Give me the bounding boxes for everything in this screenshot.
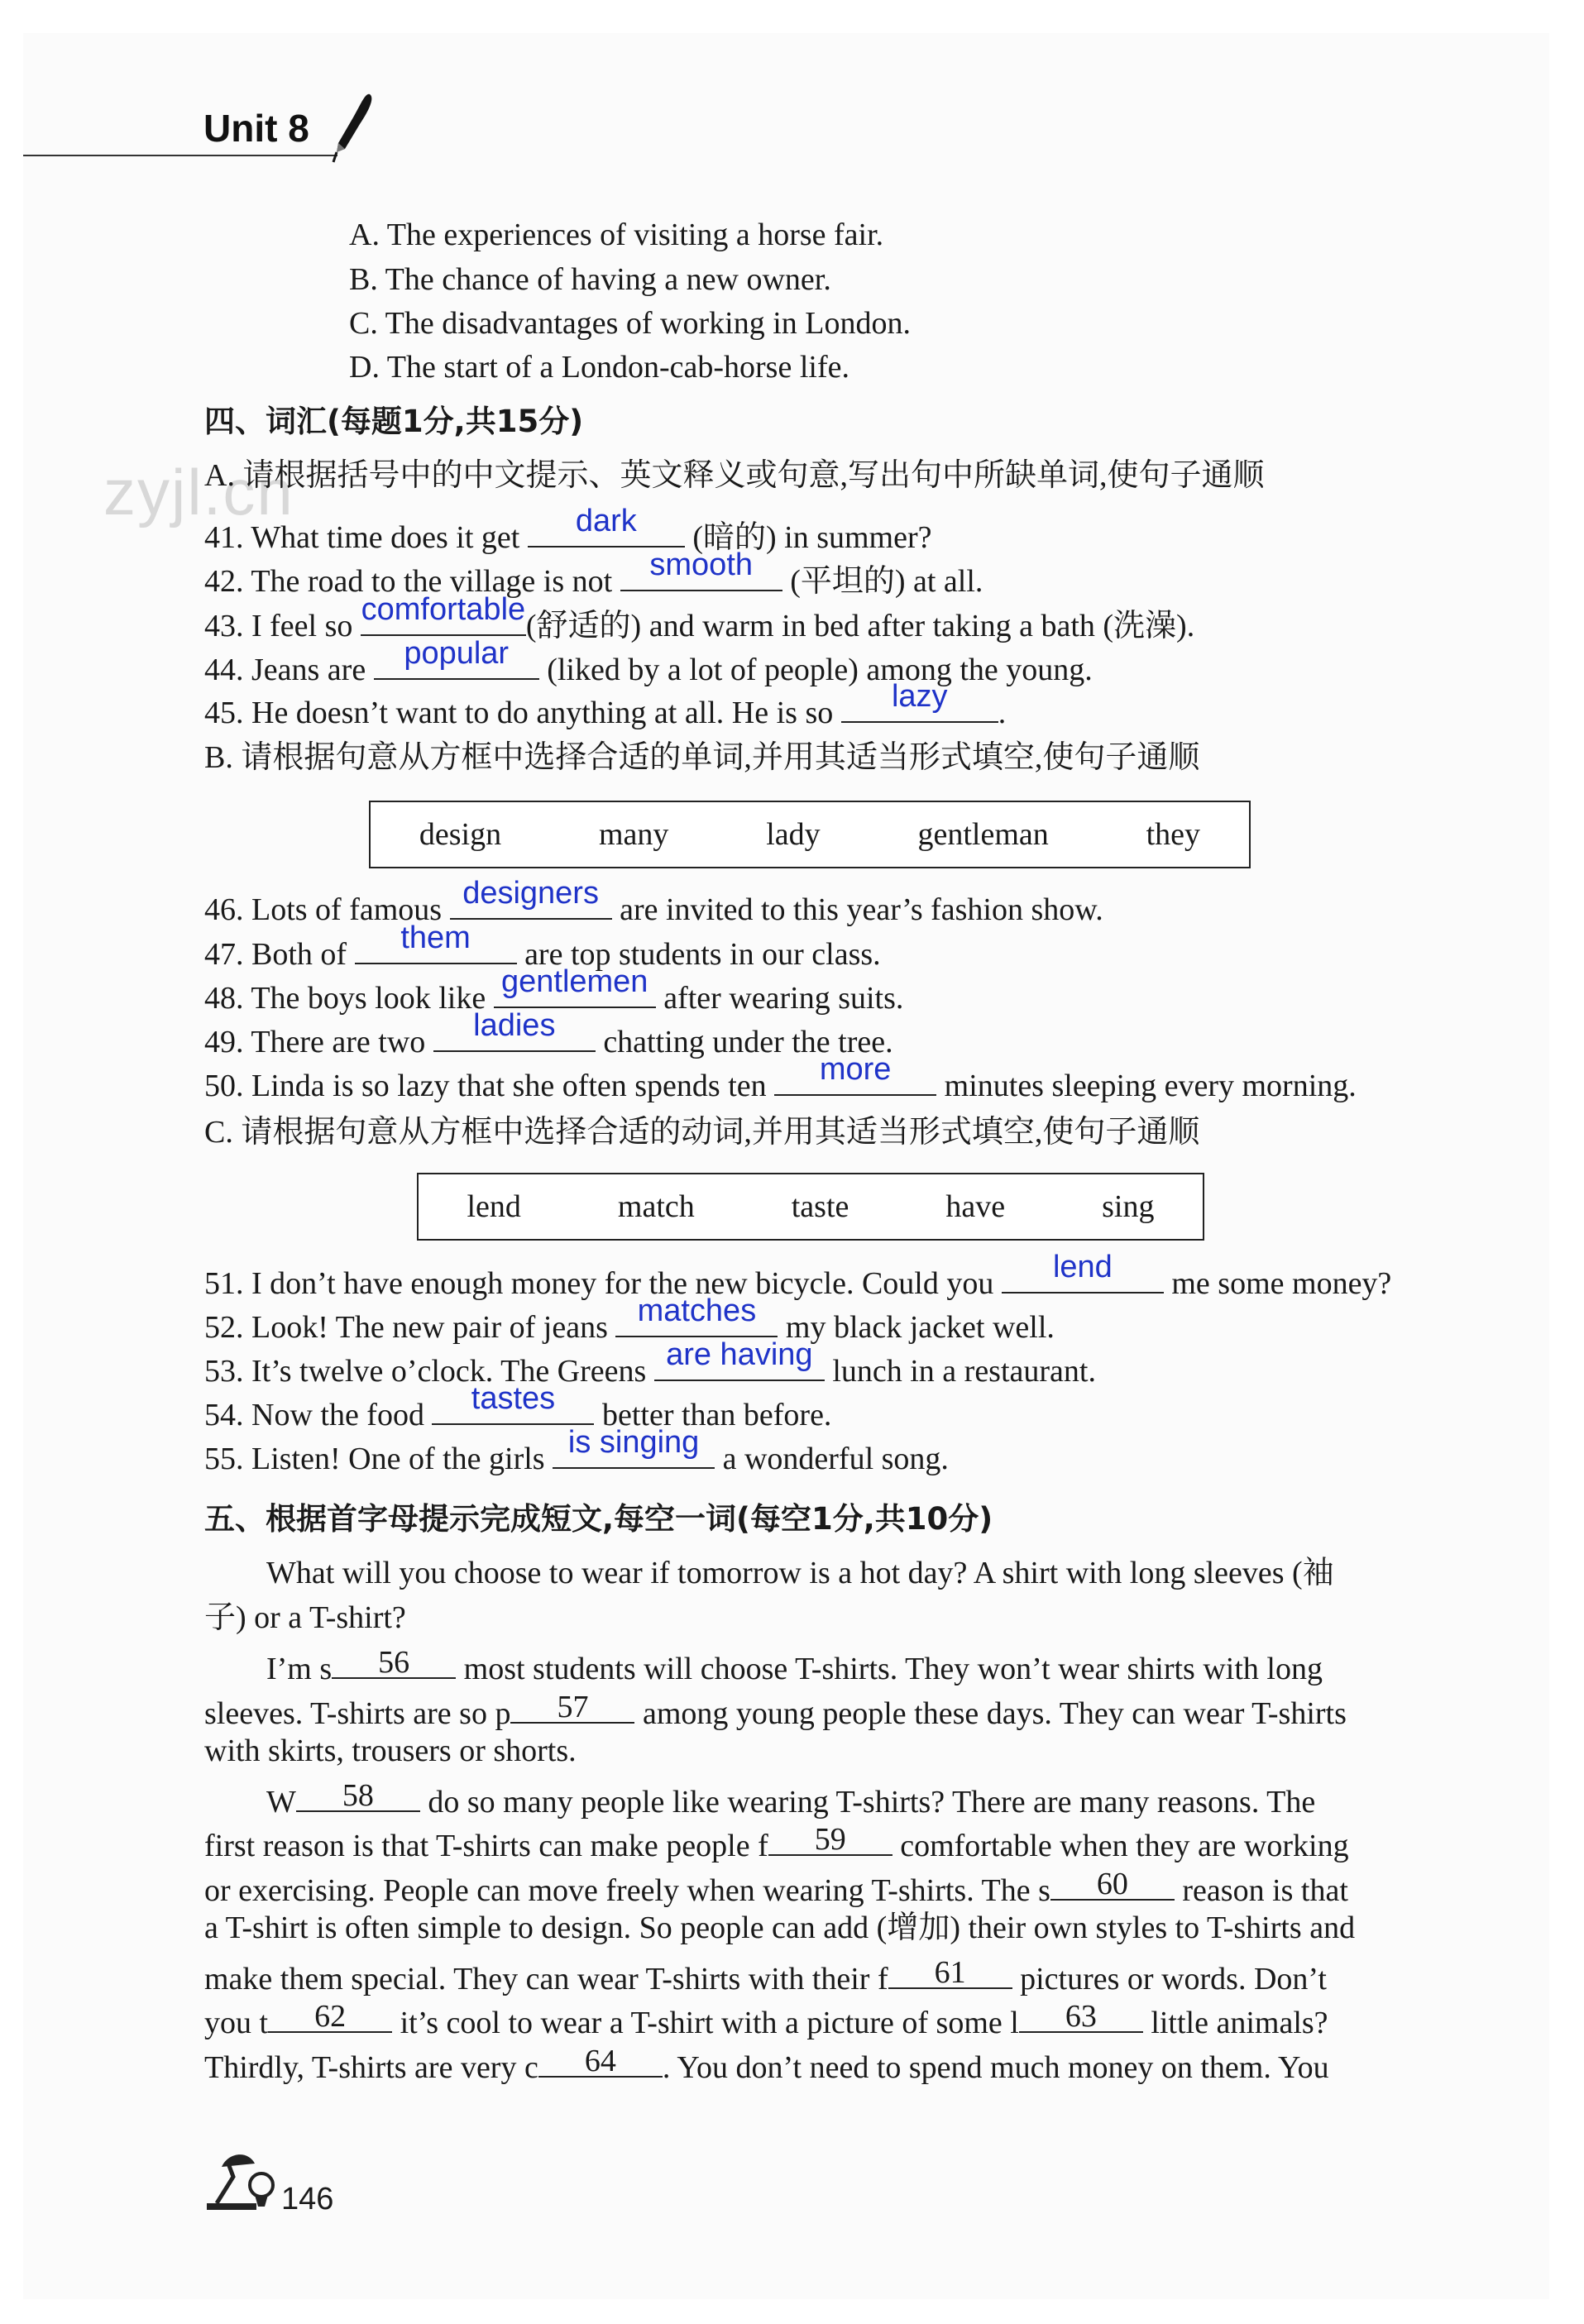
partC-question-2: [204, 1294, 1055, 1346]
question-text: lunch in a restaurant.: [824, 1354, 1096, 1389]
question-text: 43. I feel so: [204, 609, 361, 643]
passage-line: [204, 1821, 1349, 1864]
handwritten-answer: is singing: [567, 1425, 700, 1460]
passage-text: make them special. They can wear T-shirts with their f: [204, 1962, 888, 1996]
answer-blank[interactable]: [450, 876, 612, 920]
section4-heading: 四、词汇(每题1分,共15分): [204, 404, 584, 439]
passage-text: among young people these days. They can wear T-shirts: [634, 1696, 1347, 1731]
question-text: 45. He doesn’t want to do anything at all. He is so: [204, 696, 841, 730]
passage-text: little animals?: [1142, 2006, 1328, 2040]
passage-line: [204, 1689, 1347, 1732]
box-word: lady: [766, 817, 821, 852]
box-word: lend: [467, 1189, 521, 1224]
answer-blank[interactable]: [620, 548, 782, 591]
answer-blank[interactable]: [841, 679, 998, 723]
box-word: gentleman: [917, 817, 1049, 852]
question-text: 44. Jeans are: [204, 653, 374, 687]
question-text: .: [998, 696, 1007, 730]
answer-blank[interactable]: [355, 921, 517, 964]
question-text: 54. Now the food: [204, 1398, 433, 1432]
passage-text: W: [266, 1785, 296, 1820]
unit-title: Unit 8: [203, 107, 309, 150]
passage-blank[interactable]: [510, 1689, 634, 1724]
blank-number: 63: [1065, 1999, 1097, 2034]
blank-number: 61: [934, 1955, 966, 1990]
passage-text: it’s cool to wear a T-shirt with a picture of some l: [392, 2006, 1019, 2040]
answer-blank[interactable]: [361, 592, 526, 636]
blank-number: 64: [584, 2044, 616, 2078]
blank-number: 60: [1096, 1867, 1128, 1901]
handwritten-answer: gentlemen: [500, 964, 648, 999]
section5-heading: 五、根据首字母提示完成短文,每空一词(每空1分,共10分): [204, 1501, 993, 1537]
question-text: 47. Both of: [204, 937, 355, 972]
passage-text: I’m s: [266, 1652, 333, 1686]
question-text: 49. There are two: [204, 1025, 433, 1059]
partC-instruction: C. 请根据句意从方框中选择合适的动词,并用其适当形式填空,使句子通顺: [204, 1115, 1200, 1150]
question-text: 42. The road to the village is not: [204, 564, 620, 599]
answer-blank[interactable]: [374, 636, 539, 680]
passage-line: [204, 1954, 1327, 1997]
question-text: 48. The boys look like: [204, 981, 494, 1016]
option-a: A. The experiences of visiting a horse fair.: [349, 218, 884, 252]
blank-number: 62: [314, 1999, 347, 2034]
question-text: 50. Linda is so lazy that she often spends ten: [204, 1069, 775, 1103]
handwritten-answer: popular: [404, 636, 510, 671]
handwritten-answer: lend: [1052, 1250, 1113, 1284]
partA-question-2: [204, 548, 983, 600]
box-word: have: [945, 1189, 1006, 1224]
answer-blank[interactable]: [553, 1425, 715, 1469]
passage-text: first reason is that T-shirts can make people f: [204, 1829, 768, 1863]
page-number: 146: [281, 2182, 334, 2216]
partA-question-1: [204, 504, 932, 556]
passage-blank[interactable]: [538, 2043, 663, 2078]
passage-text: most students will choose T-shirts. They won’t wear shirts with long: [456, 1652, 1323, 1686]
passage-line: [266, 1777, 1315, 1820]
passage-text: Thirdly, T-shirts are very c: [204, 2050, 538, 2085]
question-text: are invited to this year’s fashion show.: [611, 892, 1103, 927]
handwritten-answer: dark: [575, 504, 637, 538]
box-word: taste: [791, 1189, 849, 1224]
passage-text: do so many people like wearing T-shirts? There are many reasons. The: [419, 1785, 1316, 1820]
handwritten-answer: designers: [462, 876, 599, 911]
watermark: zyjl.cn: [103, 456, 294, 528]
question-text: me some money?: [1163, 1266, 1392, 1301]
option-b: B. The chance of having a new owner.: [349, 262, 831, 297]
answer-blank[interactable]: [654, 1337, 825, 1381]
passage-blank[interactable]: [1050, 1866, 1175, 1901]
box-word: sing: [1102, 1189, 1155, 1224]
box-word: design: [419, 817, 502, 852]
header-rule: [23, 155, 337, 156]
blank-number: 57: [557, 1690, 589, 1724]
option-d: D. The start of a London-cab-horse life.: [349, 350, 849, 385]
partA-instruction: A. 请根据括号中的中文提示、英文释义或句意,写出句中所缺单词,使句子通顺: [204, 458, 1265, 493]
passage-line: [266, 1644, 1323, 1687]
word-box-c: [417, 1173, 1204, 1241]
partA-question-3: [204, 592, 1195, 644]
partB-question-5: [204, 1052, 1357, 1104]
answer-blank[interactable]: [433, 1008, 596, 1052]
passage-blank[interactable]: [768, 1821, 892, 1856]
partA-question-5: [204, 679, 1007, 731]
blank-number: 56: [378, 1645, 410, 1680]
handwritten-answer: tastes: [471, 1381, 556, 1416]
question-text: 41. What time does it get: [204, 520, 528, 555]
passage-text: a T-shirt is often simple to design. So people can add (增加) their own styles to T-shirts and: [204, 1910, 1356, 1945]
handwritten-answer: smooth: [649, 548, 754, 582]
question-text: better than before.: [594, 1398, 832, 1432]
question-text: minutes sleeping every morning.: [936, 1069, 1357, 1103]
passage-blank[interactable]: [268, 1998, 392, 2033]
passage-line: [204, 1910, 1355, 1946]
question-text: (舒适的) and warm in bed after taking a bath (洗澡).: [525, 609, 1195, 643]
question-text: 53. It’s twelve o’clock. The Greens: [204, 1354, 654, 1389]
passage-text: sleeves. T-shirts are so p: [204, 1696, 511, 1731]
handwritten-answer: lazy: [891, 679, 948, 714]
passage-text: comfortable when they are working: [892, 1829, 1349, 1863]
passage-text: What will you choose to wear if tomorrow is a hot day? A shirt with long sleeves (袖: [266, 1556, 1334, 1590]
passage-text: . You don’t need to spend much money on them. You: [662, 2050, 1329, 2085]
question-text: are top students in our class.: [516, 937, 881, 972]
question-text: (liked by a lot of people) among the young.: [538, 653, 1093, 687]
passage-text: you t: [204, 2006, 269, 2040]
question-text: 55. Listen! One of the girls: [204, 1442, 553, 1476]
handwritten-answer: more: [819, 1052, 892, 1087]
box-word: match: [617, 1189, 695, 1224]
handwritten-answer: ladies: [473, 1008, 556, 1043]
passage-text: pictures or words. Don’t: [1012, 1962, 1327, 1996]
partB-instruction: B. 请根据句意从方框中选择合适的单词,并用其适当形式填空,使句子通顺: [204, 740, 1200, 775]
passage-line: [204, 1998, 1328, 2041]
answer-blank[interactable]: [774, 1052, 936, 1096]
passage-line: [204, 1866, 1348, 1909]
passage-text: or exercising. People can move freely when wearing T-shirts. The s: [204, 1873, 1050, 1908]
partC-question-5: [204, 1425, 949, 1477]
answer-blank[interactable]: [528, 504, 685, 548]
passage-line: [204, 1733, 577, 1769]
handwritten-answer: matches: [637, 1294, 757, 1328]
passage-blank[interactable]: [888, 1954, 1012, 1989]
handwritten-answer: them: [400, 921, 471, 955]
partC-question-4: [204, 1381, 832, 1433]
question-text: after wearing suits.: [655, 981, 904, 1016]
question-text: my black jacket well.: [778, 1310, 1055, 1345]
passage-line: [266, 1555, 1334, 1591]
passage-text: 子) or a T-shirt?: [204, 1600, 406, 1635]
partC-question-3: [204, 1337, 1096, 1389]
option-c: C. The disadvantages of working in London.: [349, 306, 911, 341]
question-text: chatting under the tree.: [595, 1025, 893, 1059]
lamp-icon: [203, 2147, 278, 2213]
passage-blank[interactable]: [1019, 1998, 1143, 2033]
answer-blank[interactable]: [615, 1294, 778, 1337]
word-box-b: [369, 801, 1251, 868]
handwritten-answer: are having: [666, 1337, 813, 1372]
question-text: (暗的) in summer?: [684, 520, 932, 555]
question-text: 46. Lots of famous: [204, 892, 450, 927]
answer-blank[interactable]: [1002, 1250, 1164, 1294]
blank-number: 58: [342, 1778, 374, 1813]
partC-question-1: [204, 1250, 1392, 1302]
passage-line: [204, 2043, 1329, 2086]
passage-text: with skirts, trousers or shorts.: [204, 1733, 577, 1768]
question-text: (平坦的) at all.: [782, 564, 983, 599]
box-word: they: [1146, 817, 1201, 852]
box-word: many: [598, 817, 669, 852]
passage-blank[interactable]: [332, 1644, 456, 1679]
question-text: 51. I don’t have enough money for the new bicycle. Could you: [204, 1266, 1002, 1301]
partB-question-1: [204, 876, 1103, 928]
question-text: 52. Look! The new pair of jeans: [204, 1310, 616, 1345]
answer-blank[interactable]: [494, 964, 656, 1008]
pen-icon: [327, 91, 376, 170]
passage-text: reason is that: [1174, 1873, 1348, 1908]
passage-line: [204, 1600, 406, 1636]
blank-number: 59: [814, 1822, 846, 1857]
answer-blank[interactable]: [432, 1381, 594, 1425]
handwritten-answer: comfortable: [361, 592, 526, 627]
passage-blank[interactable]: [296, 1777, 420, 1812]
question-text: a wonderful song.: [715, 1442, 949, 1476]
